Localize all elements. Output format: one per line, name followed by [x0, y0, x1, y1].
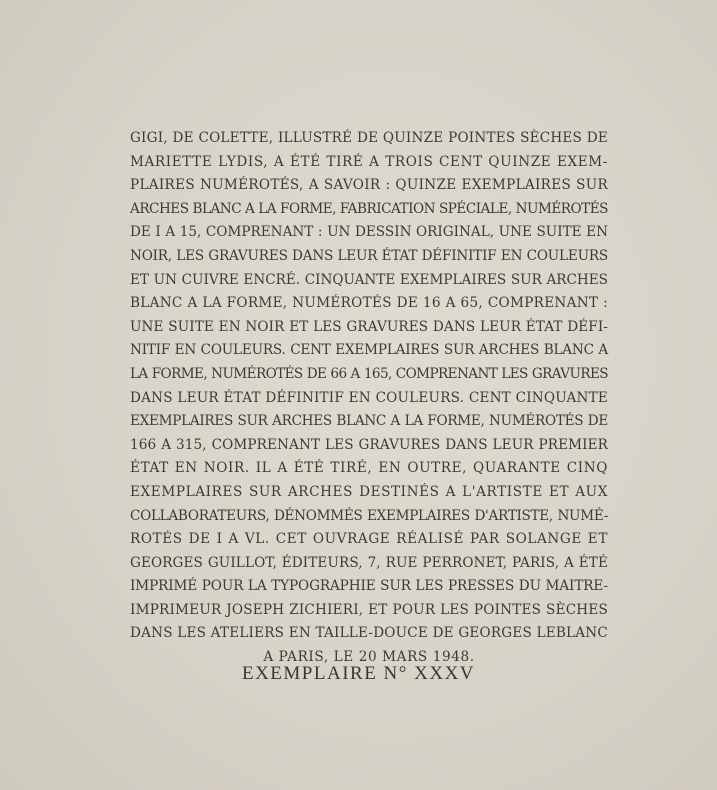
colophon-line: UNE SUITE EN NOIR ET LES GRAVURES DANS LEUR ÉTAT DÉFI-	[130, 318, 608, 335]
colophon-line: IMPRIMEUR JOSEPH ZICHIERI, ET POUR LES POINTES SÈCHES	[130, 601, 608, 618]
colophon-line: DANS LEUR ÉTAT DÉFINITIF EN COULEURS. CENT CINQUANTE	[130, 389, 608, 406]
colophon-line: PLAIRES NUMÉROTÉS, A SAVOIR : QUINZE EXEMPLAIRES SUR	[130, 177, 608, 194]
colophon-text	[130, 127, 608, 670]
colophon-line: MARIETTE LYDIS, A ÉTÉ TIRÉ A TROIS CENT QUINZE EXEM-	[130, 153, 608, 170]
colophon-line: ROTÉS DE I A VL. CET OUVRAGE RÉALISÉ PAR SOLANGE ET	[130, 531, 608, 548]
colophon-line: NOIR, LES GRAVURES DANS LEUR ÉTAT DÉFINITIF EN COULEURS	[130, 247, 608, 264]
colophon-line: DANS LES ATELIERS EN TAILLE-DOUCE DE GEORGES LEBLANC	[130, 625, 608, 642]
colophon-line: ET UN CUIVRE ENCRÉ. CINQUANTE EXEMPLAIRES SUR ARCHES	[130, 271, 608, 288]
colophon-line: ÉTAT EN NOIR. IL A ÉTÉ TIRÉ, EN OUTRE, QUARANTE CINQ	[130, 460, 608, 477]
colophon-line: EXEMPLAIRES SUR ARCHES BLANC A LA FORME, NUMÉROTÉS DE	[130, 413, 608, 430]
colophon-line: NITIF EN COULEURS. CENT EXEMPLAIRES SUR ARCHES BLANC A	[130, 342, 608, 359]
copy-number: EXEMPLAIRE N° XXXV	[241, 663, 476, 684]
colophon-dateline: A PARIS, LE 20 MARS 1948.	[263, 649, 475, 666]
colophon-line: GIGI, DE COLETTE, ILLUSTRÉ DE QUINZE POINTES SÈCHES DE	[130, 130, 608, 146]
colophon-line: 166 A 315, COMPRENANT LES GRAVURES DANS LEUR PREMIER	[130, 436, 608, 453]
colophon-line: ARCHES BLANC A LA FORME, FABRICATION SPÉCIALE, NUMÉROTÉS	[130, 200, 608, 217]
colophon-line: EXEMPLAIRES SUR ARCHES DESTINÉS A L'ARTISTE ET AUX	[130, 483, 608, 500]
colophon-line: BLANC A LA FORME, NUMÉROTÉS DE 16 A 65, COMPRENANT :	[130, 295, 608, 312]
colophon-line: DE I A 15, COMPRENANT : UN DESSIN ORIGINAL, UNE SUITE EN	[130, 224, 608, 241]
colophon-line: GEORGES GUILLOT, ÉDITEURS, 7, RUE PERRONET, PARIS, A ÉTÉ	[130, 554, 608, 571]
colophon-line: LA FORME, NUMÉROTÉS DE 66 A 165, COMPRENANT LES GRAVURES	[130, 365, 608, 382]
colophon-line: IMPRIMÉ POUR LA TYPOGRAPHIE SUR LES PRESSES DU MAITRE-	[130, 578, 608, 595]
colophon-line: COLLABORATEURS, DÉNOMMÉS EXEMPLAIRES D'ARTISTE, NUMÉ-	[130, 507, 608, 524]
